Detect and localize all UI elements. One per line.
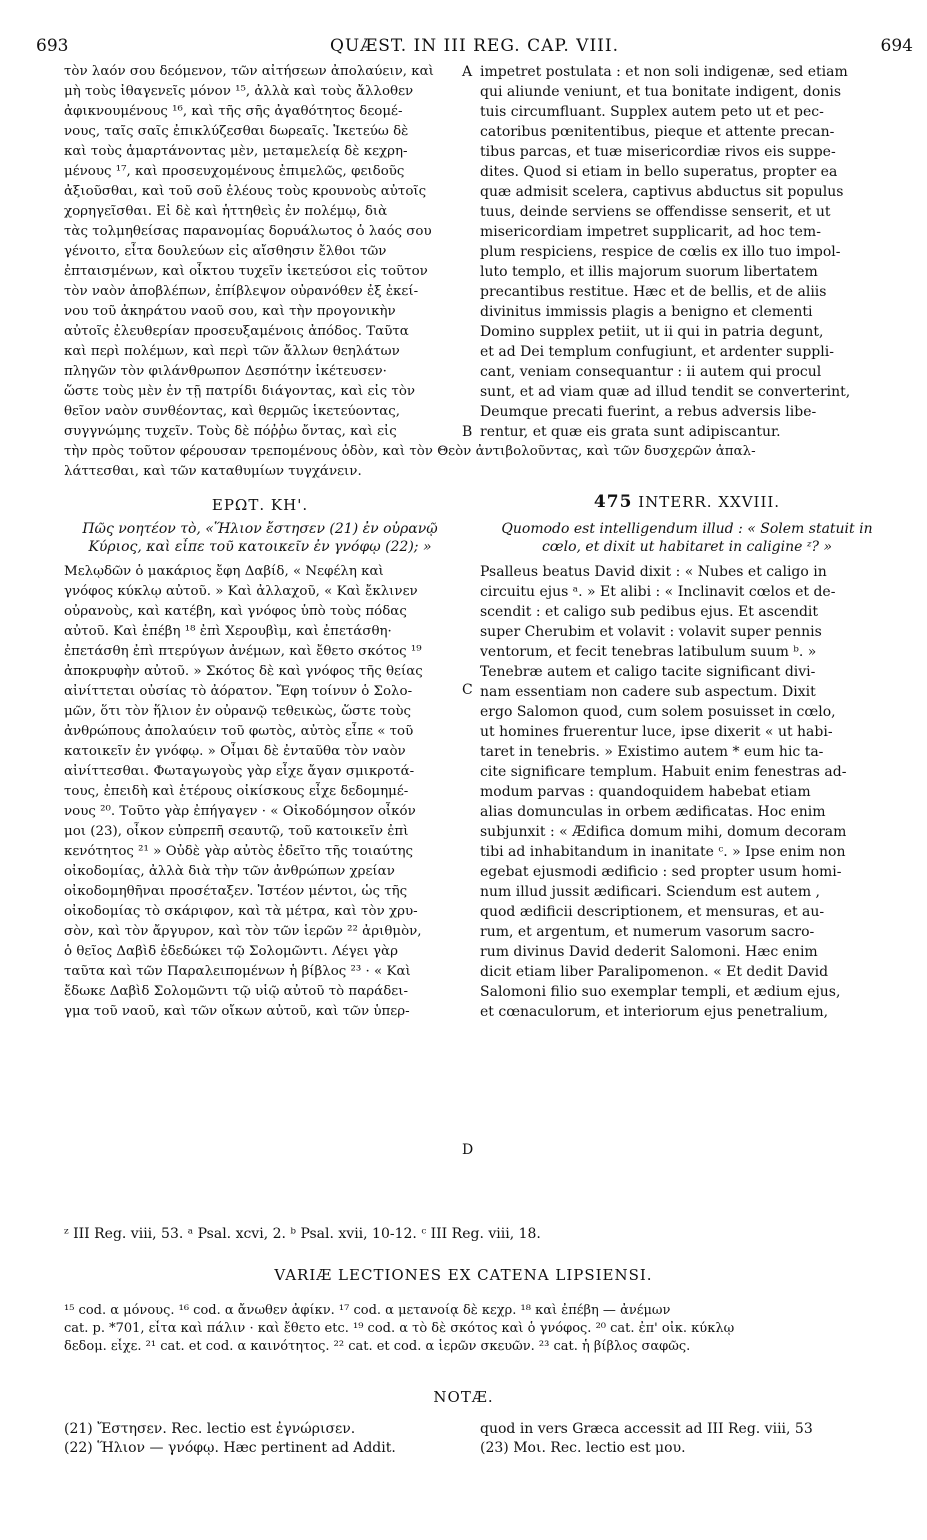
notae-left-column bbox=[64, 1420, 474, 1458]
latin-text-line: tibi ad inhabitandum in inanitate ᶜ. » Ipse enim non bbox=[480, 844, 846, 860]
latin-text-line: Tenebræ autem et caligo tacite significant divi- bbox=[480, 664, 816, 680]
latin-text-line: subjunxit : « Ædifica domum mihi, domum decoram bbox=[480, 824, 847, 840]
latin-text-line: rum divinus David dederit Salomoni. Hæc enim bbox=[480, 944, 818, 960]
latin-section-title-text: INTERR. XXVIII. bbox=[638, 493, 781, 511]
greek-text-line: οἰκοδομίας, ἀλλὰ διὰ τὴν τῶν ἀνθρώπων χρείαν bbox=[64, 864, 395, 879]
note-23: (23) Μοι. Rec. lectio est μου. bbox=[480, 1440, 686, 1456]
scripture-references: ᶻ III Reg. viii, 53. ᵃ Psal. xcvi, 2. ᵇ Psal. xvii, 10-12. ᶜ III Reg. viii, 18. bbox=[64, 1226, 541, 1242]
greek-text-line: αὐτοῖς ἐλευθερίαν προσευξαμένοις ἀπόδος. Ταῦτα bbox=[64, 324, 409, 339]
greek-text-line: μοι (23), οἶκον εὐπρεπῆ σεαυτῷ, τοῦ κατοικεῖν ἐπὶ bbox=[64, 824, 409, 839]
greek-text-line: νους ²⁰. Τοῦτο γὰρ ἐπήγαγεν · « Οἰκοδόμησον οἶκόν bbox=[64, 804, 416, 819]
latin-column-section bbox=[480, 562, 894, 1022]
latin-text-line: rentur, et quæ eis grata sunt adipiscantur. bbox=[480, 424, 781, 440]
greek-text-line: ἐπετάσθη ἐπὶ πτερύγων ἀνέμων, καὶ ἔθετο σκότος ¹⁹ bbox=[64, 644, 422, 659]
greek-text-line: ταῦτα καὶ τῶν Παραλειπομένων ἡ βίβλος ²³ · « Καὶ bbox=[64, 964, 411, 979]
greek-text-line: ἀφικνουμένους ¹⁶, καὶ τῆς σῆς ἀγαθότητος δεομέ- bbox=[64, 104, 403, 119]
greek-text-line: κενότητος ²¹ » Οὐδὲ γὰρ αὐτὸς ἐδεῖτο τῆς τοιαύτης bbox=[64, 844, 413, 859]
note-22: (22) Ἥλιον — γνόφῳ. Hæc pertinent ad Addit. bbox=[64, 1440, 396, 1456]
column-number: 475 bbox=[593, 492, 633, 512]
latin-column-top bbox=[480, 62, 894, 442]
latin-text-line: tuus, deinde serviens se offendisse senserit, et ut bbox=[480, 204, 831, 220]
greek-text-line: κατοικεῖν ἐν γνόφῳ. » Οἶμαι δὲ ἐνταῦθα τὸν ναὸν bbox=[64, 744, 406, 759]
greek-text-line: οὐρανοὺς, καὶ κατέβη, καὶ γνόφος ὑπὸ τοὺς πόδας bbox=[64, 604, 407, 619]
latin-text-line: divinitus immissis plagis a benigno et clementi bbox=[480, 304, 813, 320]
latin-text-line: super Cherubim et volavit : volavit super pennis bbox=[480, 624, 822, 640]
greek-column-top bbox=[64, 62, 456, 442]
greek-text-line: γνόφος κύκλῳ αὐτοῦ. » Καὶ ἀλλαχοῦ, « Καὶ ἔκλινεν bbox=[64, 584, 418, 599]
greek-text-line: οἰκοδομηθῆναι προσέταξεν. Ἰστέον μέντοι, ὡς τῆς bbox=[64, 884, 408, 899]
greek-text-line: Μελῳδῶν ὁ μακάριος ἔφη Δαβίδ, « Νεφέλη καὶ bbox=[64, 564, 384, 579]
greek-text-line: αὐτοῦ. Καὶ ἐπέβη ¹⁸ ἐπὶ Χερουβὶμ, καὶ ἐπετάσθη· bbox=[64, 624, 392, 639]
left-page-number: 693 bbox=[36, 36, 69, 56]
greek-text-line: ὁ θεῖος Δαβὶδ ἐδεδώκει τῷ Σολομῶντι. Λέγει γὰρ bbox=[64, 944, 398, 959]
latin-text-line: quæ admisit scelera, captivus abductus sit populus bbox=[480, 184, 844, 200]
latin-question bbox=[480, 520, 894, 556]
greek-text-line: συγγνώμης τυχεῖν. Τοὺς δὲ πόῤῥω ὄντας, καὶ εἰς bbox=[64, 424, 397, 439]
greek-text-line: ἔδωκε Δαβὶδ Σολομῶντι τῷ υἱῷ αὐτοῦ τὸ παράδει- bbox=[64, 984, 408, 999]
greek-text-line: μένους ¹⁷, καὶ προσευχομένους ἐπιμελῶς, φειδοῦς bbox=[64, 164, 405, 179]
latin-section-title bbox=[480, 492, 894, 512]
latin-text-line: tibus parcas, et tuæ misericordiæ rivos eis suppe- bbox=[480, 144, 836, 160]
greek-text-line: ὥστε τοὺς μὲν ἐν τῇ πατρίδι διάγοντας, καὶ εἰς τὸν bbox=[64, 384, 416, 399]
latin-text-line: nam essentiam non cadere sub aspectum. Dixit bbox=[480, 684, 816, 700]
variae-lectiones-title: VARIÆ LECTIONES EX CATENA LIPSIENSI. bbox=[274, 1266, 653, 1284]
latin-text-line: alias domunculas in orbem ædificatas. Hoc enim bbox=[480, 804, 826, 820]
greek-text-line: καὶ περὶ πολέμων, καὶ περὶ τῶν ἄλλων θεηλάτων bbox=[64, 344, 400, 359]
latin-text-line: dites. Quod si etiam in bello superatus, propter ea bbox=[480, 164, 838, 180]
latin-text-line: ergo Salomon quod, cum solem posuisset in cœlo, bbox=[480, 704, 836, 720]
running-title: QUÆST. IN III REG. CAP. VIII. bbox=[329, 36, 620, 56]
greek-text-line: τὰς τολμηθείσας παρανομίας δορυάλωτος ὁ λαός σου bbox=[64, 224, 432, 239]
latin-text-line: plum respiciens, respice de cœlis ex illo tuo impol- bbox=[480, 244, 841, 260]
latin-text-line: rum, et argentum, et numerum vasorum sacro- bbox=[480, 924, 815, 940]
variae-line-2: cat. p. *701, εἶτα καὶ πάλιν · καὶ ἔθετο etc. ¹⁹ cod. α τὸ δὲ σκότος καὶ ὁ γνόφος. ²⁰ cat. ἐπ' οἰκ. κύκλῳ bbox=[64, 1321, 735, 1336]
latin-text-line: catoribus pœnitentibus, pieque et attente precan- bbox=[480, 124, 835, 140]
latin-question-line-2: cœlo, et dixit ut habitaret in caligine ᶻ? » bbox=[541, 539, 833, 555]
latin-text-line: quod ædificii descriptionem, et mensuras, et au- bbox=[480, 904, 825, 920]
latin-text-line: Psalleus beatus David dixit : « Nubes et caligo in bbox=[480, 564, 827, 580]
greek-section-title: ΕΡΩΤ. ΚΗ'. bbox=[211, 496, 309, 514]
latin-text-line: misericordiam impetret supplicarit, ad hoc tem- bbox=[480, 224, 821, 240]
latin-text-line: Deumque precati fuerint, a rebus adversis libe- bbox=[480, 404, 817, 420]
greek-text-line: αἰνίττεσθαι. Φωταγωγοὺς γὰρ εἶχε ἄγαν σμικροτά- bbox=[64, 764, 415, 779]
greek-text-line: ἀποκρυφὴν αὐτοῦ. » Σκότος δὲ καὶ γνόφος τῆς θείας bbox=[64, 664, 423, 679]
variae-line-3: δεδομ. εἶχε. ²¹ cat. et cod. α καινότητος. ²² cat. et cod. α ἱερῶν σκευῶν. ²³ cat. ἡ βίβλος σαφῶς. bbox=[64, 1339, 691, 1354]
notae-right-column bbox=[480, 1420, 894, 1458]
greek-text-line: χορηγεῖσθαι. Εἰ δὲ καὶ ἡττηθεὶς ἐν πολέμῳ, διὰ bbox=[64, 204, 388, 219]
latin-text-line: scendit : et caligo sub pedibus ejus. Et ascendit bbox=[480, 604, 819, 620]
latin-text-line: cite significare templum. Habuit enim fenestras ad- bbox=[480, 764, 847, 780]
notae-title: NOTÆ. bbox=[433, 1388, 494, 1406]
latin-text-line: egebat ejusmodi ædificio : sed propter usum homi- bbox=[480, 864, 842, 880]
greek-text-line: σὸν, καὶ τὸν ἄργυρον, καὶ τὸν τῶν ἱερῶν ²² ἀριθμὸν, bbox=[64, 924, 422, 939]
latin-text-line: qui aliunde veniunt, et tua bonitate indigent, donis bbox=[480, 84, 841, 100]
greek-text-line: τὸν ναὸν ἀποβλέπων, ἐπίβλεψον οὐρανόθεν ἐξ ἐκεί- bbox=[64, 284, 419, 299]
latin-text-line: luto templo, et illis majorum suorum libertatem bbox=[480, 264, 818, 280]
latin-text-line: sunt, et ad viam quæ ad illud tendit se converterint, bbox=[480, 384, 851, 400]
variae-lectiones bbox=[64, 1302, 894, 1356]
latin-text-line: cant, veniam consequantur : ii autem qui procul bbox=[480, 364, 822, 380]
greek-question-line-1: Πῶς νοητέον τὸ, «Ἥλιον ἔστησεν (21) ἐν οὐρανῷ bbox=[82, 521, 438, 537]
greek-text-line: μῶν, ὅτι τὸν ἥλιον ἐν οὐρανῷ τεθεικὼς, ὥστε τοὺς bbox=[64, 704, 412, 719]
latin-question-line-1: Quomodo est intelligendum illud : « Solem statuit in bbox=[501, 521, 873, 537]
latin-text-line: et ad Dei templum confugiunt, et ardenter suppli- bbox=[480, 344, 834, 360]
greek-text-line: γμα τοῦ ναοῦ, καὶ τῶν οἴκων αὐτοῦ, καὶ τῶν ὑπερ- bbox=[64, 1004, 410, 1019]
latin-text-line: tuis circumfluant. Supplex autem peto ut et pec- bbox=[480, 104, 824, 120]
margin-letter-d: D bbox=[462, 1142, 474, 1158]
latin-text-line: Salomoni filio suo exemplar templi, et ædium ejus, bbox=[480, 984, 841, 1000]
greek-text-line: τὸν λαόν σου δεόμενον, τῶν αἰτήσεων ἀπολαύειν, καὶ bbox=[64, 64, 434, 79]
latin-text-line: num illud jussit ædificari. Sciendum est autem , bbox=[480, 884, 821, 900]
latin-text-line: circuitu ejus ᵃ. » Et alibi : « Inclinavit cœlos et de- bbox=[480, 584, 836, 600]
greek-text-line: ἀνθρώπους ἀπολαύειν τοῦ φωτὸς, αὐτὸς εἶπε « τοῦ bbox=[64, 724, 414, 739]
greek-column-section bbox=[64, 562, 456, 1022]
greek-text-line: οἰκοδομίας τὸ σκάριφον, καὶ τὰ μέτρα, καὶ τὸν χρυ- bbox=[64, 904, 418, 919]
greek-text-line: θεῖον ναὸν συνθέοντας, καὶ θερμῶς ἱκετεύοντας, bbox=[64, 404, 401, 419]
running-header bbox=[36, 36, 913, 60]
latin-text-line: precantibus restitue. Hæc et de bellis, et de aliis bbox=[480, 284, 827, 300]
greek-text-line: γένοιτο, εἶτα δουλεύων εἰς αἴσθησιν ἔλθοι τῶν bbox=[64, 244, 387, 259]
greek-text-line: νου τοῦ ἀκηράτου ναοῦ σου, καὶ τὴν προγονικὴν bbox=[64, 304, 396, 319]
latin-text-line: et cœnaculorum, et interiorum ejus penetralium, bbox=[480, 1004, 829, 1020]
greek-spanning-line-2: λάττεσθαι, καὶ τῶν καταθυμίων τυγχάνειν. bbox=[64, 464, 362, 479]
latin-text-line: taret in tenebris. » Existimo autem * eum hic ta- bbox=[480, 744, 824, 760]
margin-letter-b: B bbox=[462, 424, 473, 440]
right-page-number: 694 bbox=[880, 36, 913, 56]
latin-text-line: ventorum, et fecit tenebras latibulum suum ᵇ. » bbox=[480, 644, 817, 660]
greek-question bbox=[64, 520, 456, 556]
greek-spanning-line-1: τὴν πρὸς τοῦτον φέρουσαν τρεπομένους ὁδὸν, καὶ τὸν Θεὸν ἀντιβολοῦντας, καὶ τῶν δυσχερῶν ἀπαλ- bbox=[64, 444, 756, 459]
margin-letter-c: C bbox=[462, 682, 473, 698]
margin-letter-a: A bbox=[462, 64, 473, 80]
greek-text-line: μὴ τοὺς ἰθαγενεῖς μόνον ¹⁵, ἀλλὰ καὶ τοὺς ἄλλοθεν bbox=[64, 84, 414, 99]
greek-text-line: καὶ τοὺς ἁμαρτάνοντας μὲν, μεταμελείᾳ δὲ κεχρη- bbox=[64, 144, 408, 159]
latin-text-line: Domino supplex petiit, ut ii qui in patria degunt, bbox=[480, 324, 824, 340]
greek-text-line: αἰνίττεται οὐσίας τὸ ἀόρατον. Ἔφη τοίνυν ὁ Σολο- bbox=[64, 684, 413, 699]
greek-text-line: τους, ἐπειδὴ καὶ ἑτέρους οἰκίσκους εἶχε δεδομημέ- bbox=[64, 784, 409, 799]
latin-text-line: impetret postulata : et non soli indigenæ, sed etiam bbox=[480, 64, 848, 80]
latin-text-line: modum parvas : quandoquidem habebat etiam bbox=[480, 784, 811, 800]
latin-text-line: dicit etiam liber Paralipomenon. « Et dedit David bbox=[480, 964, 829, 980]
variae-line-1: ¹⁵ cod. α μόνους. ¹⁶ cod. α ἄνωθεν ἀφίκν. ¹⁷ cod. α μετανοίᾳ δὲ κεχρ. ¹⁸ καὶ ἐπέβη — ἀνέμων bbox=[64, 1303, 671, 1318]
note-21: (21) Ἔστησεν. Rec. lectio est ἐγνώρισεν. bbox=[64, 1421, 356, 1437]
greek-text-line: ἀξιοῦσθαι, καὶ τοῦ σοῦ ἐλέους τοὺς κρουνοὺς αὐτοῖς bbox=[64, 184, 427, 199]
greek-text-line: πληγῶν τὸν φιλάνθρωπον Δεσπότην ἱκέτευσεν· bbox=[64, 364, 387, 379]
greek-question-line-2: Κύριος, καὶ εἶπε τοῦ κατοικεῖν ἐν γνόφῳ (22); » bbox=[88, 539, 432, 555]
note-continuation: quod in vers Græca accessit ad III Reg. viii, 53 bbox=[480, 1421, 813, 1437]
latin-text-line: ut homines fruerentur luce, ipse dixerit « ut habi- bbox=[480, 724, 833, 740]
greek-text-line: νους, ταῖς σαῖς ἐπικλύζεσθαι δωρεαῖς. Ἱκετεύω δὲ bbox=[64, 124, 409, 139]
greek-text-line: ἐπταισμένων, καὶ οἶκτου τυχεῖν ἱκετεύσοι εἰς τοῦτον bbox=[64, 264, 428, 279]
